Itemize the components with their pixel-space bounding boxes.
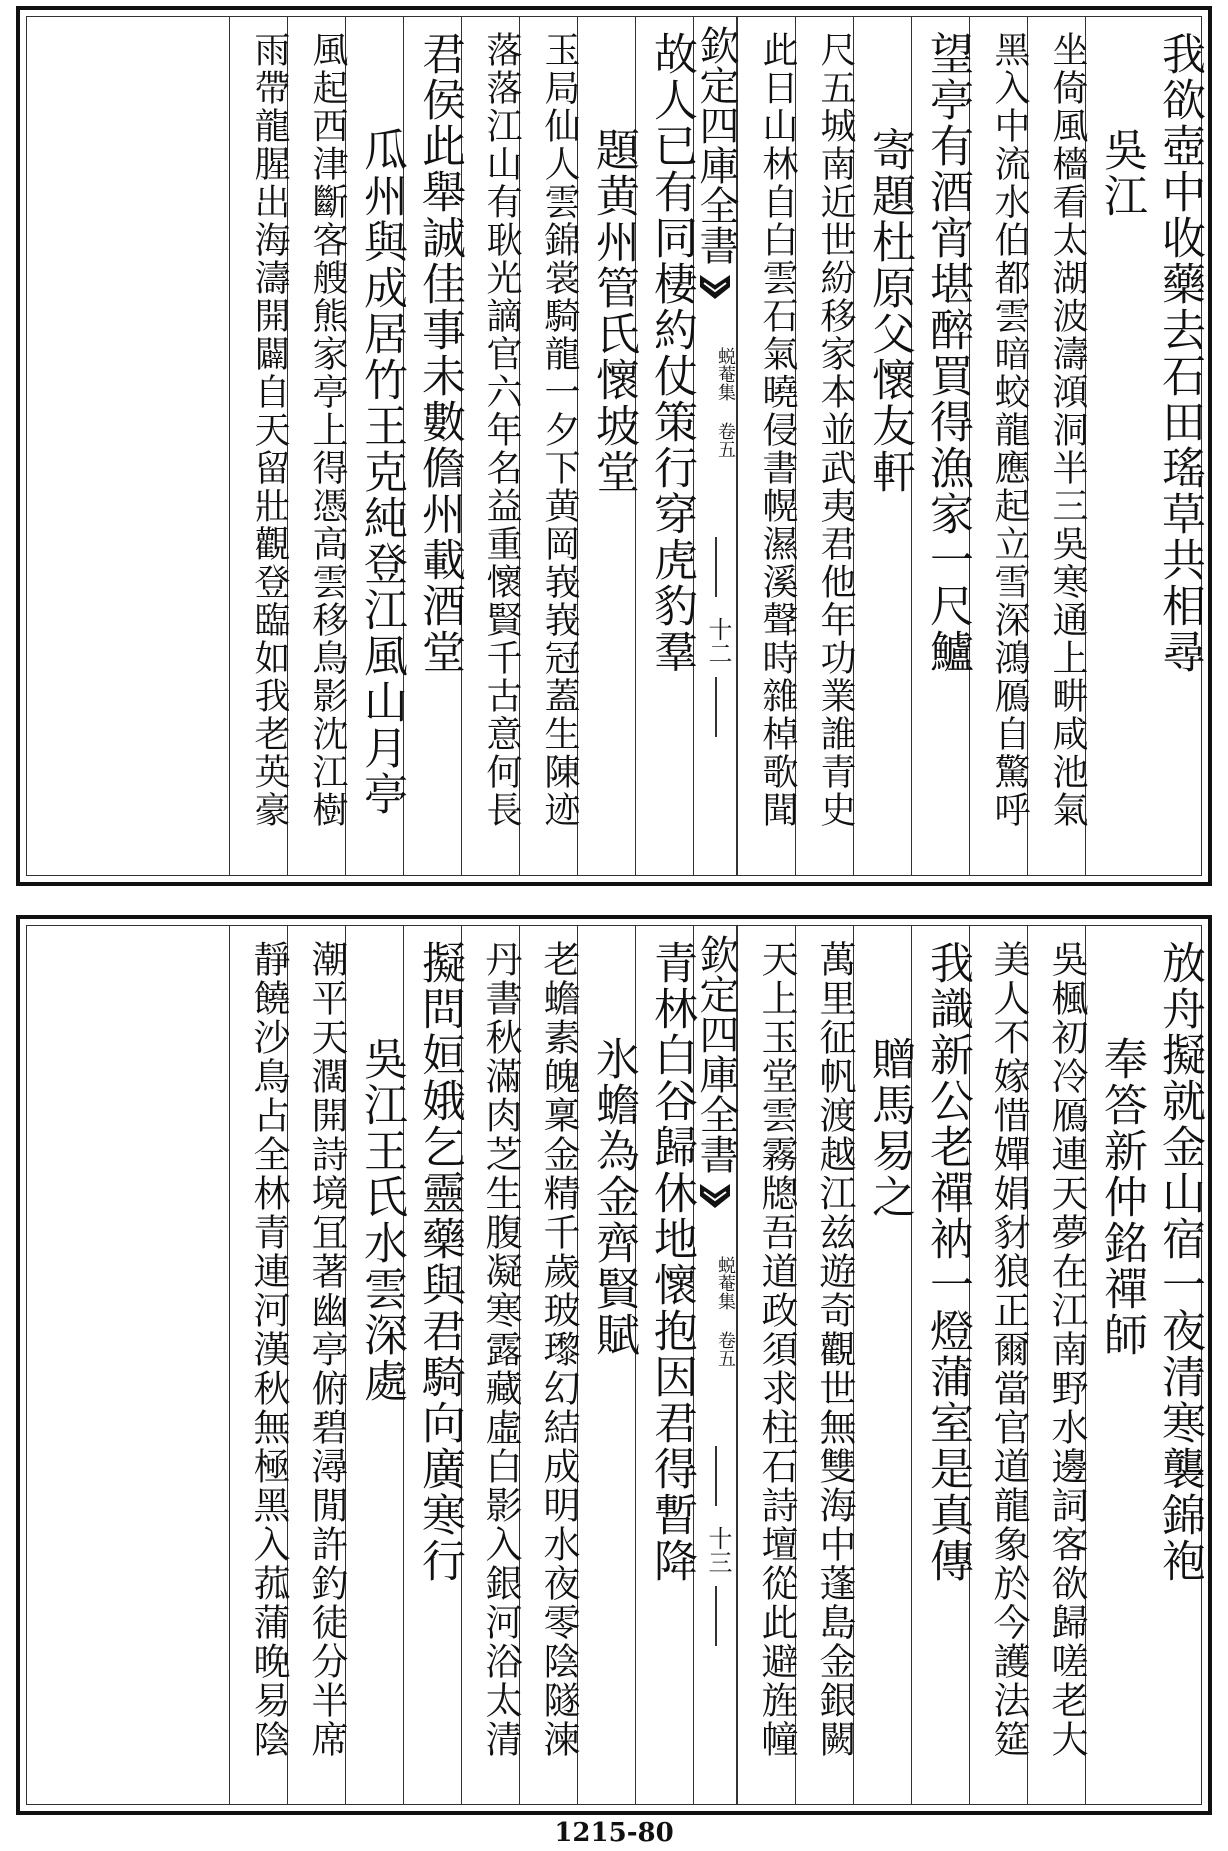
text-column	[1143, 926, 1205, 1804]
text-column	[911, 926, 973, 1804]
fold-line	[715, 537, 717, 597]
top-page-text-frame	[26, 16, 1205, 876]
text-column	[577, 926, 639, 1804]
text-column	[969, 17, 1030, 875]
poem-title: 題黄州管氏懷坡堂	[588, 127, 639, 495]
poem-line: 吳楓初冷鴈連天夢在江南野水邊詞客欲歸嗟老大	[1045, 940, 1088, 1759]
text-column	[1027, 17, 1088, 875]
poem-line: 靜饒沙鳥占全林青連河漢秋無極黑入菰蒲晚易陰	[247, 940, 290, 1759]
poem-line: 我識新公老禪衲一燈蒲室是真傳	[922, 940, 973, 1584]
poem-line: 故人已有同棲約仗策行穿虎豹羣	[646, 31, 697, 675]
text-column	[795, 926, 856, 1804]
poem-line: 雨帶龍腥出海濤開闢自天留壯觀登臨如我老英豪	[249, 31, 290, 829]
poem-line: 擬問姮娥乞靈藥與君騎向廣寒行	[414, 940, 465, 1584]
poem-line: 尺五城南近世紛移家本並武夷君他年功業誰青史	[815, 31, 856, 829]
poem-title: 贈馬易之	[864, 1036, 915, 1220]
fold-line	[715, 677, 717, 737]
poem-line: 青林白谷歸休地懷抱因君得暫降	[646, 940, 697, 1584]
text-column	[795, 17, 856, 875]
text-column	[345, 17, 407, 875]
text-column	[635, 926, 697, 1804]
text-column	[635, 17, 697, 875]
poem-title: 瓜州與成居竹王克純登江風山月亭	[356, 127, 407, 817]
poem-line: 放舟擬就金山宿一夜清寒襲錦袍	[1154, 940, 1205, 1584]
poem-line: 萬里征帆渡越江兹遊奇觀世無雙海中蓬島金銀闕	[813, 940, 856, 1759]
text-column	[345, 926, 407, 1804]
text-column	[519, 926, 580, 1804]
text-column	[229, 17, 290, 875]
leaf-number: 十三	[704, 1526, 732, 1574]
poem-line: 君侯此舉誠佳事未數儋州載酒堂	[414, 31, 465, 675]
center-fold-column	[693, 926, 737, 1804]
text-column	[1085, 926, 1147, 1804]
poem-line: 潮平天濶開詩境冝著幽亭俯碧潯閒許釣徒分半席	[305, 940, 348, 1759]
bottom-page-text-frame	[26, 925, 1205, 1805]
text-column	[737, 17, 798, 875]
text-column	[577, 17, 639, 875]
poem-line: 落落江山有耿光謫官六年名益重懷賢千古意何長	[481, 31, 522, 829]
poem-line: 風起西津斷客艘熊家亭上得憑高雲移鳥影沈江樹	[307, 31, 348, 829]
poem-title: 奉答新仲銘禪師	[1096, 1036, 1147, 1358]
text-column	[403, 17, 465, 875]
text-column	[403, 926, 465, 1804]
poem-title: 寄題杜原父懷友軒	[864, 127, 915, 495]
text-column	[853, 17, 915, 875]
poem-line: 此日山林自白雲石氣曉侵書幌濕溪聲時雜棹歌聞	[757, 31, 798, 829]
page-footer-number: 1215-80	[554, 1818, 674, 1848]
text-column	[1085, 17, 1147, 875]
collection-title: 欽定四庫全書	[693, 25, 739, 265]
text-column	[287, 17, 348, 875]
collection-title: 欽定四庫全書	[693, 934, 739, 1174]
fold-line	[715, 1446, 717, 1506]
text-column	[737, 926, 798, 1804]
fishtail-mark-icon	[700, 275, 730, 301]
text-column	[853, 926, 915, 1804]
poem-line: 丹書秋滿肉芝生腹凝寒露藏虛白影入銀河浴太清	[479, 940, 522, 1759]
text-column	[911, 17, 973, 875]
poem-line: 天上玉堂雲霧牕吾道政須求柱石詩壇從此避旌幢	[755, 940, 798, 1759]
text-column	[519, 17, 580, 875]
text-column	[461, 926, 522, 1804]
top-page	[16, 6, 1212, 886]
poem-line: 黑入中流水伯都雲暗蛟龍應起立雪深鴻鴈自驚呼	[989, 31, 1030, 829]
poem-line: 玉局仙人雲錦裳騎龍一夕下黄岡峩峩冠蓋生陳迹	[539, 31, 580, 829]
text-column	[461, 17, 522, 875]
poem-line: 老蟾素魄稟金精千歲玻瓈幻結成明水夜零陰隧湅	[537, 940, 580, 1759]
bottom-page	[16, 915, 1212, 1815]
poem-line: 坐倚風檣看太湖波濤澒洞半三吳寒通上畊咸池氣	[1047, 31, 1088, 829]
fold-line	[715, 1586, 717, 1646]
text-column	[287, 926, 348, 1804]
text-column	[1027, 926, 1088, 1804]
leaf-number: 十二	[704, 617, 732, 665]
volume-label: 蜕菴集 卷五	[715, 1256, 736, 1367]
fishtail-mark-icon	[700, 1184, 730, 1210]
center-fold-column	[693, 17, 737, 875]
text-column	[229, 926, 290, 1804]
text-column	[1143, 17, 1205, 875]
poem-title: 吳江王氏水雲深處	[356, 1036, 407, 1404]
poem-title: 吳江	[1096, 127, 1147, 219]
volume-label: 蜕菴集 卷五	[715, 347, 736, 458]
poem-line: 我欲壺中收藥去石田瑤草共相尋	[1154, 31, 1205, 675]
text-column	[969, 926, 1030, 1804]
poem-line: 望亭有酒宵堪醉買得漁家一尺鱸	[922, 31, 973, 675]
poem-title: 氷蟾為金齊賢賦	[588, 1036, 639, 1358]
poem-line: 美人不嫁惜嬋娟豺狼正爾當官道龍象於今護法筵	[987, 940, 1030, 1759]
